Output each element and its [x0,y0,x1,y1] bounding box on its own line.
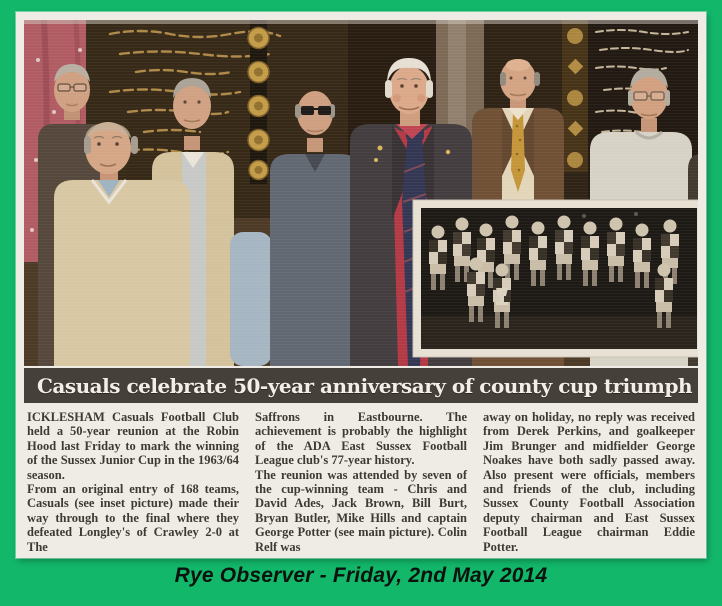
paragraph: From an original entry of 168 teams, Casuals (see inset picture) made their way through to the final where they defeated Longley's of Crawley 2-0 at The [27,482,239,554]
paragraph: Saffrons in Eastbourne. The achievement is probably the highlight of the ADA East Sussex Football League club's 77-year history. [255,410,467,468]
article-column-3 [483,410,695,554]
paragraph: The reunion was attended by seven of the cup-winning team - Chris and David Ades, Jack Brown, Bill Burt, Bryan Butler, Mike Hills and captain George Potter (see main picture). Colin Relf was [255,467,467,554]
newspaper-clipping [16,12,706,558]
headline: Casuals celebrate 50-year anniversary of county cup triumph [37,373,692,398]
headline-bar [24,368,698,403]
paragraph: away on holiday, no reply was received from Derek Perkins, and goalkeeper Jim Brunger and midfielder George Noakes have both sadly passed away. Also present were officials, members and friends of the club, including Sussex County Football Association deputy chairman and East Sussex Football League chairman Eddie Potter. [483,410,695,554]
article-column-2 [255,410,467,554]
source-caption: Rye Observer - Friday, 2nd May 2014 [174,564,548,587]
reunion-photo-art [24,20,698,366]
article-column-1 [27,410,239,554]
article-body [27,410,695,554]
reunion-photo [24,20,698,366]
paragraph: ICKLESHAM Casuals Football Club held a 50-year reunion at the Robin Hood last Friday to mark the winning of the Sussex Junior Cup in the 1963/64 season. [27,410,239,482]
